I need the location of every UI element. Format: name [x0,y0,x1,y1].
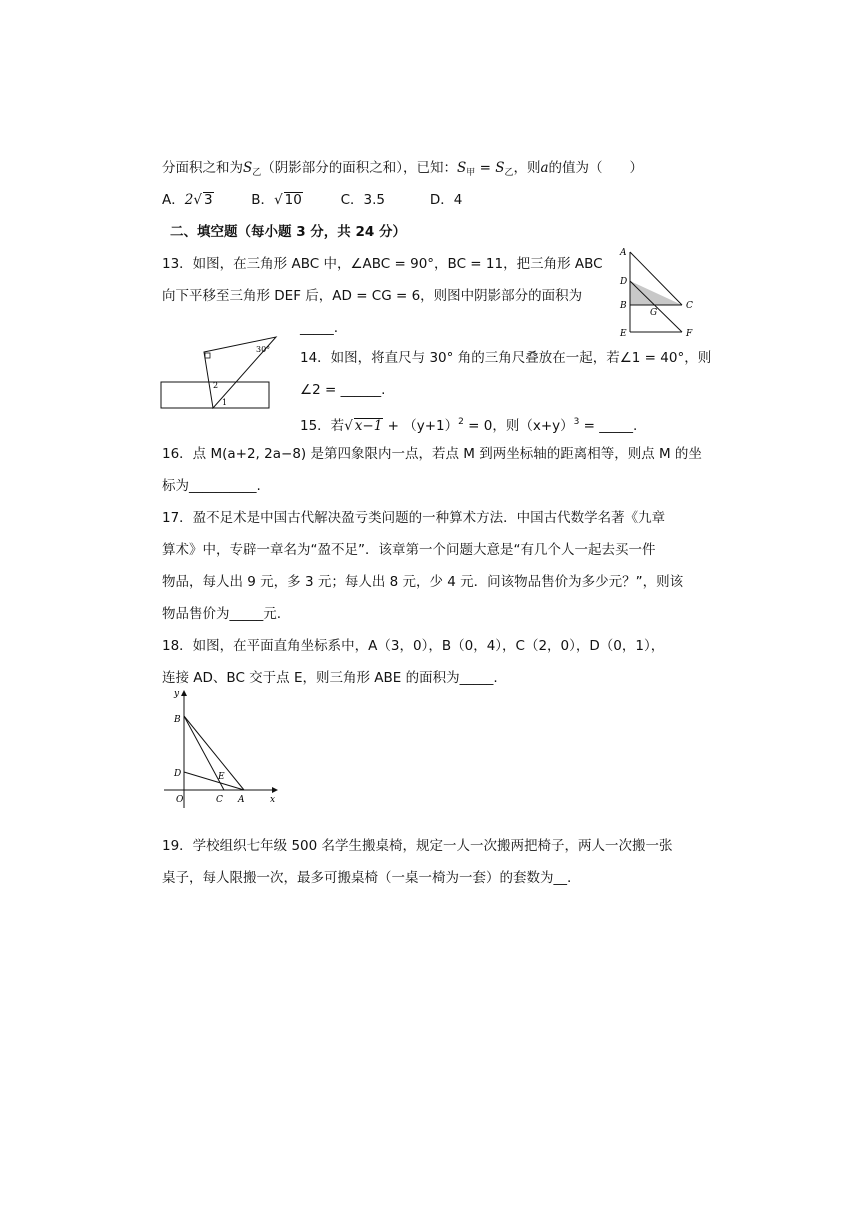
q13-line-3: _____. [300,320,339,336]
y-axis-arrow [181,690,187,696]
s-jia-symbol: S [457,160,467,176]
q15-post: = 0，则（x+y） [463,418,574,434]
q14-line-2: ∠2 = ______. [300,382,386,398]
q15-pre: 15．若 [300,418,345,434]
option-b-label: B． [251,192,275,208]
q13-line-1: 13．如图，在三角形 ABC 中，∠ABC = 90°，BC = 11，把三角形 ABC [162,256,603,272]
option-b-radicand: 10 [284,192,302,208]
q17-line-2: 算术》中，专辟一章名为“盈不足”．该章第一个问题大意是“有几个人一起去买一件 [162,542,656,558]
q12-text-2: （阴影部分的面积之和），已知： [261,160,458,176]
label-a: A [620,248,627,258]
segment-df [630,281,682,332]
s-yi-symbol: S [243,160,253,176]
q15-mid: + （y+1） [383,418,459,434]
angle-1-label: 1 [222,398,228,407]
option-a: A．2√ 3 [162,192,213,208]
s-yi-subscript: 乙 [252,168,262,178]
option-c: C．3.5 [340,192,385,208]
shaded-region [630,281,682,305]
label-b: B [620,301,627,311]
label-a: A [238,795,245,805]
q18-line-1: 18．如图，在平面直角坐标系中，A（3，0），B（0，4），C（2，0），D（0，1）， [162,638,665,654]
label-y: y [174,689,180,699]
q15-line: 15．若√ $x-1 + (y+1)^2 = 0$，则$(x+y)^3$ = _____. [300,417,638,434]
q12-text-4: 的值为（ ） [548,160,644,176]
q16-line-1: 16．点 M(a+2, 2a−8) 是第四象限内一点，若点 M 到两坐标轴的距离相等，则点 M 的坐 [162,446,702,462]
option-b: B．√ 10 [251,192,302,208]
label-d: D [620,277,628,287]
q19-line-2: 桌子，每人限搬一次，最多可搬桌椅（一桌一椅为一套）的套数为__. [162,870,572,886]
q17-line-1: 17．盈不足术是中国古代解决盈亏类问题的一种算术方法．中国古代数学名著《九章 [162,510,666,526]
q15-exp2: 3 [573,417,580,427]
label-e: E [620,329,627,339]
q16-line-2: 标为__________. [162,478,261,494]
s-jia-subscript: 甲 [466,168,476,178]
q13-figure [612,244,702,344]
s-yi2-subscript: 乙 [504,168,514,178]
q18-line-2: 连接 AD、BC 交于点 E，则三角形 ABE 的面积为_____. [162,670,498,686]
q17-line-4: 物品售价为_____元. [162,606,282,622]
q14-figure [158,330,278,412]
label-f: F [686,329,693,339]
q12-eq: = [475,160,496,176]
q15-radicand: x−1 [354,418,383,434]
label-b: B [174,715,181,725]
option-a-coef: 2 [184,192,194,208]
x-axis-arrow [272,787,278,793]
q14-line-1: 14．如图，将直尺与 30° 角的三角尺叠放在一起，若∠1 = 40°，则 [300,350,712,366]
section-heading: 二、填空题（每小题 3 分，共 24 分） [170,224,406,240]
option-d: D．4 [429,192,463,208]
right-angle-mark [205,353,210,358]
q18-figure [160,688,285,813]
label-c: C [686,301,693,311]
label-e: E [218,772,225,782]
var-a: a [540,160,549,176]
s-yi2-symbol: S [495,160,505,176]
q12-options [162,190,515,210]
q12-text-1: 分面积之和为 [162,160,243,176]
segment-ba [184,716,244,790]
label-c: C [216,795,223,805]
label-x: x [270,795,276,805]
q13-line-2: 向下平移至三角形 DEF 后，AD = CG = 6，则图中阴影部分的面积为 [162,288,583,304]
angle-30-label: 30° [256,345,271,354]
label-o: O [176,795,184,805]
q12-text-3: ，则 [513,160,541,176]
option-a-label: A． [162,192,185,208]
q12-tail-line [162,158,643,183]
label-d: D [174,769,182,779]
label-g: G [650,308,658,318]
q15-end: = _____. [579,418,638,434]
segment-da [184,772,244,790]
q17-line-3: 物品，每人出 9 元，多 3 元；每人出 8 元，少 4 元．问该物品售价为多少元？”，则该 [162,574,684,590]
q19-line-1: 19．学校组织七年级 500 名学生搬桌椅，规定一人一次搬两把椅子，两人一次搬一张 [162,838,673,854]
option-a-radicand: 3 [203,192,213,208]
q15-exp: 2 [458,417,464,427]
angle-2-label: 2 [213,381,219,390]
